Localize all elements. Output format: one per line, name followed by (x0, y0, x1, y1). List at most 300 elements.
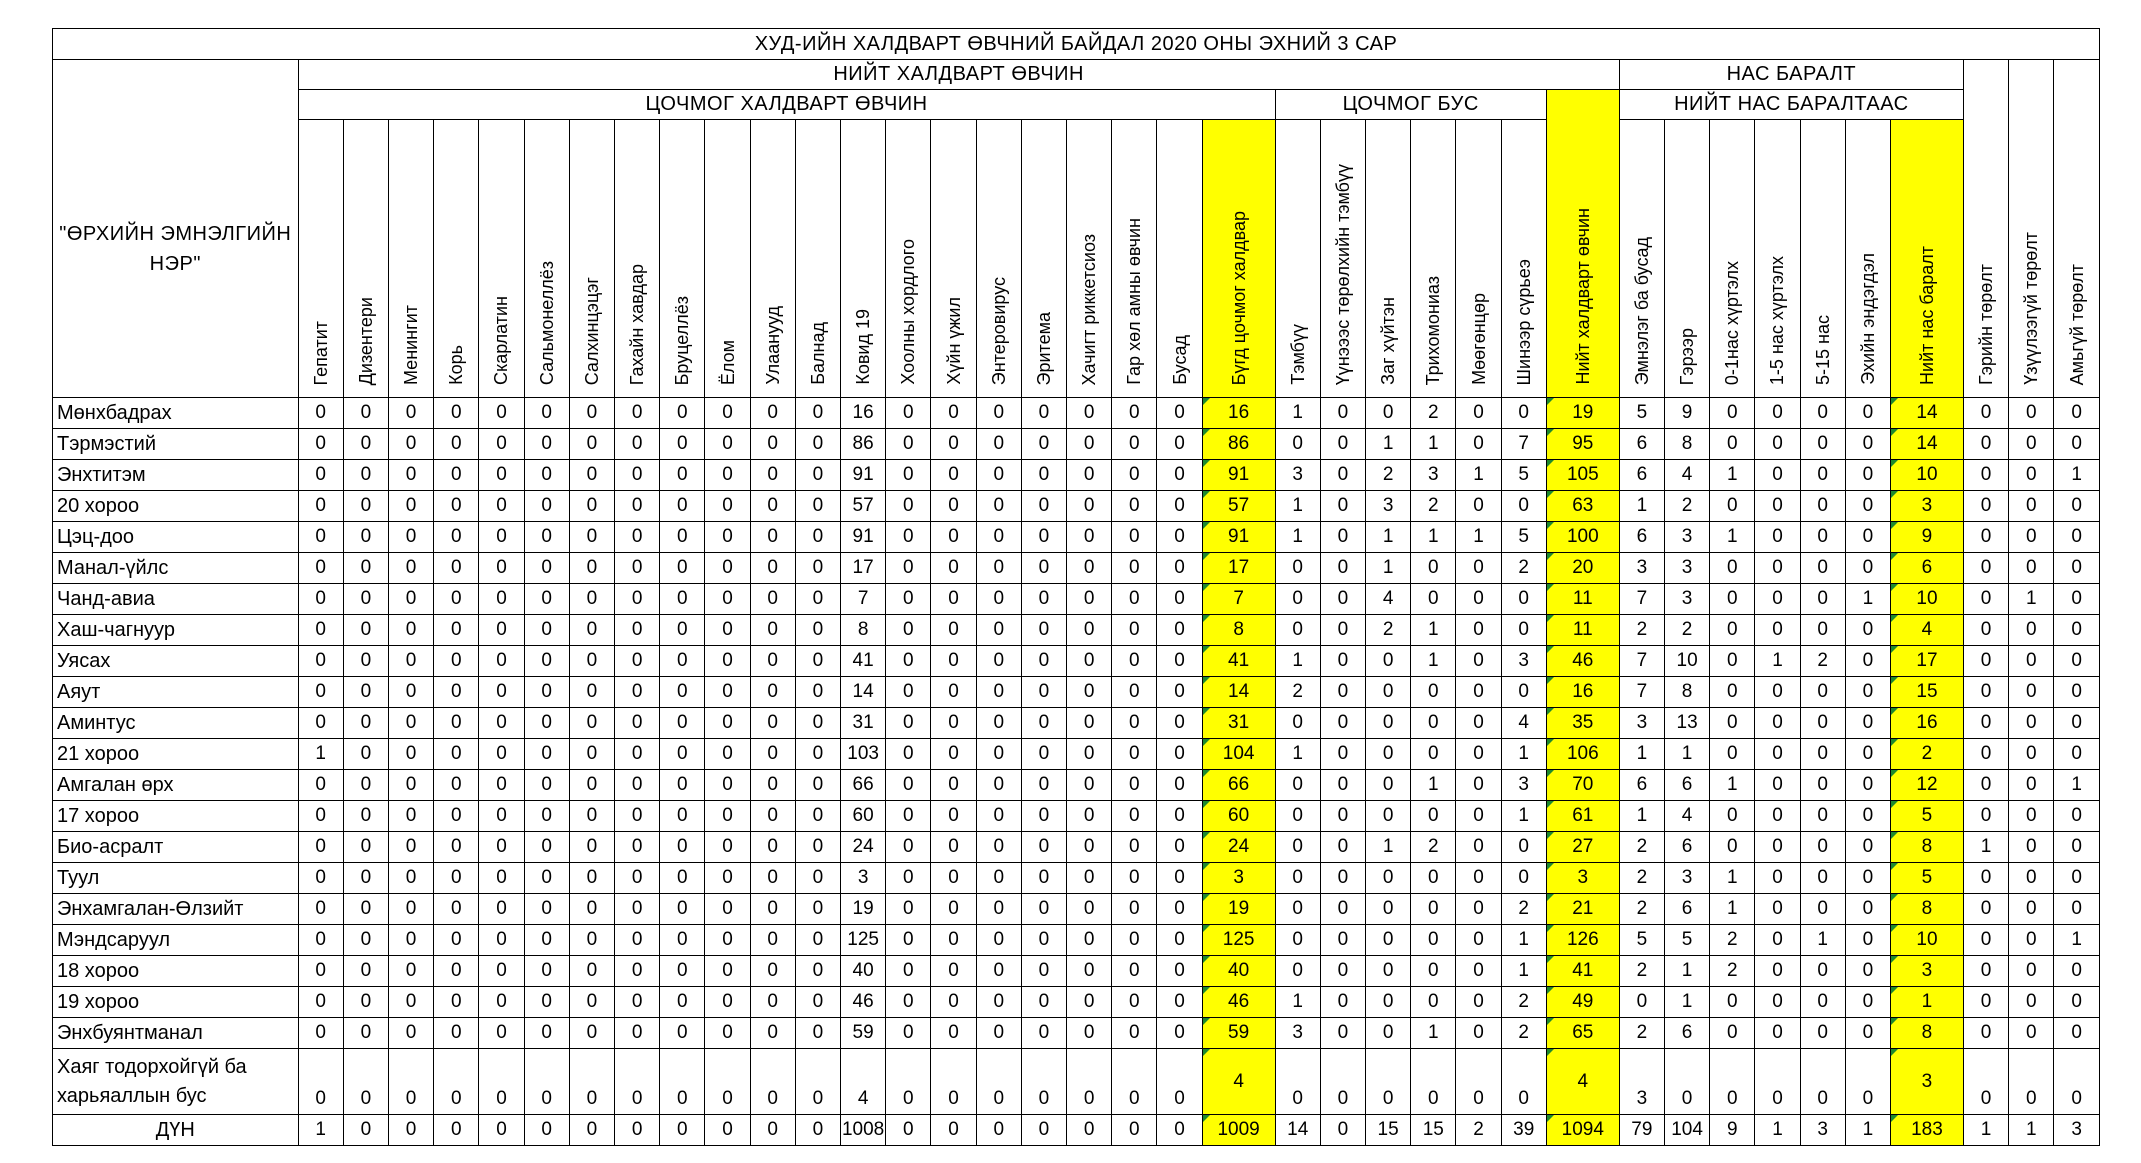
table-cell: 0 (1067, 553, 1112, 584)
table-cell: 0 (1755, 553, 1800, 584)
table-cell: 0 (1067, 1049, 1112, 1115)
table-cell: 0 (1755, 801, 1800, 832)
table-cell: 0 (931, 553, 976, 584)
table-cell: 0 (1411, 553, 1456, 584)
table-cell: 0 (886, 832, 931, 863)
table-cell: 0 (1710, 615, 1755, 646)
table-cell: 0 (705, 522, 750, 553)
table-cell: 0 (931, 398, 976, 429)
facility-name: 19 хороо (53, 987, 299, 1018)
column-header (2054, 60, 2100, 398)
table-cell: 0 (1963, 1018, 2008, 1049)
table-cell: 104 (1202, 739, 1275, 770)
table-cell: 0 (1157, 398, 1202, 429)
table-cell: 1 (1366, 429, 1411, 460)
table-cell: 10 (1664, 646, 1709, 677)
table-cell: 0 (434, 894, 479, 925)
table-cell: 0 (1112, 708, 1157, 739)
table-cell: 0 (886, 987, 931, 1018)
group-acute: ЦОЧМОГ ХАЛДВАРТ ӨВЧИН (298, 90, 1275, 120)
table-cell: 0 (705, 398, 750, 429)
table-cell: 0 (1456, 987, 1501, 1018)
facility-name: Энхбуянтманал (53, 1018, 299, 1049)
table-cell: 0 (479, 460, 524, 491)
table-cell: 0 (1963, 925, 2008, 956)
table-cell: 0 (1963, 1049, 2008, 1115)
column-header-label: Бүгд цочмог халдвар (1228, 210, 1249, 385)
table-cell: 0 (886, 398, 931, 429)
table-cell: 0 (1755, 863, 1800, 894)
table-cell: 0 (388, 770, 433, 801)
table-cell: 4 (1664, 801, 1709, 832)
table-cell: 0 (1366, 863, 1411, 894)
table-cell: 0 (1021, 801, 1066, 832)
table-cell: 11 (1546, 615, 1619, 646)
table-cell: 3 (1501, 646, 1546, 677)
table-cell: 0 (660, 708, 705, 739)
table-cell: 0 (931, 801, 976, 832)
table-cell: 0 (1067, 863, 1112, 894)
table-cell: 0 (1456, 429, 1501, 460)
table-cell: 1 (298, 1115, 343, 1146)
table-cell: 3 (1664, 553, 1709, 584)
table-cell: 0 (615, 460, 660, 491)
table-cell: 0 (1755, 429, 1800, 460)
table-cell: 0 (2054, 832, 2100, 863)
table-cell: 0 (795, 646, 840, 677)
table-row (53, 1018, 2100, 1049)
table-cell: 95 (1546, 429, 1619, 460)
column-header-label: Улаанууд (762, 306, 783, 385)
table-cell: 0 (2009, 646, 2054, 677)
facility-name: Хаяг тодорхойгүй ба харьяаллын бус (53, 1049, 299, 1115)
table-cell: 86 (841, 429, 886, 460)
table-row (53, 460, 2100, 491)
table-cell: 0 (1456, 553, 1501, 584)
table-cell: 0 (388, 925, 433, 956)
table-cell: 1 (1366, 522, 1411, 553)
table-cell: 4 (1546, 1049, 1619, 1115)
column-header-label: Ёлом (717, 339, 738, 385)
table-cell: 0 (1320, 553, 1365, 584)
column-header (479, 120, 524, 398)
table-cell: 0 (524, 770, 569, 801)
table-cell: 125 (1202, 925, 1275, 956)
table-row (53, 584, 2100, 615)
table-cell: 0 (1710, 677, 1755, 708)
table-cell: 0 (976, 460, 1021, 491)
table-cell: 1 (1664, 956, 1709, 987)
table-cell: 0 (1456, 832, 1501, 863)
table-cell: 0 (1800, 491, 1845, 522)
table-cell: 19 (1546, 398, 1619, 429)
table-cell: 40 (1202, 956, 1275, 987)
table-cell: 0 (1067, 460, 1112, 491)
table-cell: 2 (1366, 615, 1411, 646)
table-cell: 0 (388, 863, 433, 894)
table-cell: 0 (931, 1018, 976, 1049)
table-cell: 39 (1501, 1115, 1546, 1146)
table-cell: 7 (1202, 584, 1275, 615)
table-cell: 0 (976, 987, 1021, 1018)
table-cell: 100 (1546, 522, 1619, 553)
table-cell: 103 (841, 739, 886, 770)
table-cell: 1 (2054, 770, 2100, 801)
table-cell: 0 (1619, 987, 1664, 1018)
table-cell: 0 (886, 460, 931, 491)
table-cell: 57 (841, 491, 886, 522)
table-cell: 0 (569, 956, 614, 987)
table-cell: 0 (1157, 646, 1202, 677)
table-cell: 0 (750, 429, 795, 460)
table-cell: 86 (1202, 429, 1275, 460)
table-cell: 0 (1021, 708, 1066, 739)
table-cell: 0 (2009, 925, 2054, 956)
column-header-label: Үзүүлээгүй төрөлт (2021, 232, 2042, 385)
table-cell: 0 (2054, 708, 2100, 739)
table-cell: 0 (298, 584, 343, 615)
table-cell: 0 (1456, 925, 1501, 956)
table-cell: 0 (1845, 646, 1890, 677)
table-cell: 0 (1963, 801, 2008, 832)
column-header (1157, 120, 1202, 398)
spreadsheet (52, 28, 2100, 1146)
table-cell: 0 (931, 584, 976, 615)
table-cell: 0 (1845, 460, 1890, 491)
table-cell: 0 (1411, 1049, 1456, 1115)
table-cell: 0 (479, 987, 524, 1018)
table-cell: 2 (1664, 615, 1709, 646)
table-cell: 0 (2009, 1049, 2054, 1115)
column-header (1963, 60, 2008, 398)
table-cell: 0 (1112, 1049, 1157, 1115)
table-cell: 15 (1890, 677, 1963, 708)
table-cell: 0 (1456, 1049, 1501, 1115)
table-cell: 0 (298, 677, 343, 708)
table-cell: 0 (1963, 460, 2008, 491)
table-cell: 0 (1501, 832, 1546, 863)
table-cell: 1 (1664, 739, 1709, 770)
column-header (343, 120, 388, 398)
table-cell: 3 (1619, 553, 1664, 584)
table-cell: 0 (1845, 429, 1890, 460)
facility-name: 21 хороо (53, 739, 299, 770)
table-cell: 0 (1366, 925, 1411, 956)
table-cell: 0 (660, 646, 705, 677)
table-cell: 91 (841, 460, 886, 491)
table-cell: 57 (1202, 491, 1275, 522)
table-cell: 0 (1963, 429, 2008, 460)
table-cell: 0 (2054, 646, 2100, 677)
table-cell: 0 (976, 739, 1021, 770)
table-cell: 0 (615, 522, 660, 553)
column-header-label: 0-1нас хүртэлх (1722, 260, 1743, 385)
table-cell: 0 (976, 646, 1021, 677)
table-cell: 0 (569, 553, 614, 584)
column-header (1710, 120, 1755, 398)
table-cell: 66 (841, 770, 886, 801)
table-cell: 0 (434, 863, 479, 894)
table-cell: 0 (524, 522, 569, 553)
table-cell: 0 (2009, 956, 2054, 987)
table-cell: 0 (1366, 801, 1411, 832)
table-cell: 0 (795, 863, 840, 894)
table-cell: 0 (479, 956, 524, 987)
facility-name: Туул (53, 863, 299, 894)
table-cell: 0 (1845, 522, 1890, 553)
column-header-label: Ковид 19 (853, 309, 874, 385)
table-cell: 0 (750, 708, 795, 739)
table-cell: 0 (1157, 894, 1202, 925)
table-cell: 5 (1664, 925, 1709, 956)
table-cell: 6 (1619, 429, 1664, 460)
table-cell: 0 (2009, 708, 2054, 739)
table-cell: 0 (660, 429, 705, 460)
table-cell: 0 (1067, 522, 1112, 553)
table-row (53, 956, 2100, 987)
table-cell: 0 (1366, 398, 1411, 429)
table-cell: 15 (1411, 1115, 1456, 1146)
table-cell: 0 (1157, 522, 1202, 553)
facility-name: ДҮН (53, 1115, 299, 1146)
table-cell: 0 (434, 708, 479, 739)
column-header-label: Заг хүйтэн (1378, 297, 1399, 385)
table-cell: 1 (1275, 739, 1320, 770)
table-cell: 0 (1755, 677, 1800, 708)
table-cell: 0 (1411, 801, 1456, 832)
table-cell: 2 (1619, 894, 1664, 925)
table-cell: 14 (1890, 429, 1963, 460)
table-cell: 0 (479, 708, 524, 739)
table-cell: 0 (1845, 491, 1890, 522)
table-cell: 0 (2054, 615, 2100, 646)
table-cell: 0 (750, 894, 795, 925)
table-cell: 0 (1755, 584, 1800, 615)
table-cell: 0 (434, 553, 479, 584)
facility-name: Био-асралт (53, 832, 299, 863)
table-cell: 3 (1890, 956, 1963, 987)
table-cell: 0 (343, 801, 388, 832)
column-header-label: 1-5 нас хүртэлх (1767, 255, 1788, 385)
corner-label: "ӨРХИЙН ЭМНЭЛГИЙН НЭР" (53, 60, 299, 398)
table-cell: 0 (660, 894, 705, 925)
table-cell: 3 (1202, 863, 1275, 894)
table-cell: 0 (660, 1049, 705, 1115)
table-cell: 1 (298, 739, 343, 770)
table-cell: 0 (886, 553, 931, 584)
table-cell: 0 (705, 491, 750, 522)
table-cell: 0 (1157, 615, 1202, 646)
table-cell: 0 (524, 491, 569, 522)
table-cell: 0 (1320, 1018, 1365, 1049)
table-cell: 1 (1890, 987, 1963, 1018)
table-cell: 0 (795, 491, 840, 522)
table-cell: 0 (1275, 1049, 1320, 1115)
column-header-label: Бруцеллёз (672, 295, 693, 385)
table-cell: 0 (976, 398, 1021, 429)
table-cell: 0 (886, 584, 931, 615)
column-header-label: Салхинцэцэг (581, 276, 602, 385)
table-cell: 0 (1067, 770, 1112, 801)
table-cell: 0 (1112, 770, 1157, 801)
total-row (53, 1115, 2100, 1146)
table-cell: 0 (705, 615, 750, 646)
title-row (53, 29, 2100, 60)
table-cell: 0 (2009, 863, 2054, 894)
table-cell: 0 (1710, 1018, 1755, 1049)
group-of-total-mortality: НИЙТ НАС БАРАЛТААС (1619, 90, 1963, 120)
table-cell: 0 (2009, 398, 2054, 429)
table-cell: 0 (434, 491, 479, 522)
table-cell: 0 (931, 522, 976, 553)
table-cell: 0 (569, 894, 614, 925)
table-cell: 0 (615, 739, 660, 770)
table-cell: 0 (1067, 832, 1112, 863)
infectious-disease-table (52, 28, 2100, 1146)
table-cell: 0 (976, 615, 1021, 646)
table-cell: 0 (660, 956, 705, 987)
table-cell: 0 (931, 1115, 976, 1146)
table-cell: 0 (750, 553, 795, 584)
table-cell: 0 (931, 863, 976, 894)
table-cell: 0 (343, 863, 388, 894)
table-cell: 0 (343, 491, 388, 522)
table-cell: 17 (841, 553, 886, 584)
table-cell: 0 (1021, 615, 1066, 646)
table-cell: 0 (388, 739, 433, 770)
table-cell: 2 (1501, 1018, 1546, 1049)
table-cell: 0 (298, 863, 343, 894)
column-header (434, 120, 479, 398)
table-cell: 91 (1202, 460, 1275, 491)
table-cell: 0 (1456, 398, 1501, 429)
table-cell: 0 (2009, 739, 2054, 770)
table-cell: 0 (705, 1018, 750, 1049)
table-cell: 1 (1275, 398, 1320, 429)
column-header (750, 120, 795, 398)
table-cell: 0 (886, 894, 931, 925)
table-cell: 0 (1320, 832, 1365, 863)
table-cell: 0 (524, 646, 569, 677)
table-cell: 0 (1456, 646, 1501, 677)
table-cell: 0 (343, 677, 388, 708)
table-cell: 0 (1021, 398, 1066, 429)
table-cell: 2 (1411, 398, 1456, 429)
table-cell: 3 (1890, 491, 1963, 522)
table-cell: 6 (1664, 1018, 1709, 1049)
table-cell: 0 (795, 1018, 840, 1049)
table-cell: 16 (1890, 708, 1963, 739)
table-cell: 0 (1963, 739, 2008, 770)
table-cell: 0 (434, 801, 479, 832)
table-cell: 0 (1275, 863, 1320, 894)
table-cell: 14 (841, 677, 886, 708)
table-cell: 0 (1157, 956, 1202, 987)
table-cell: 4 (1664, 460, 1709, 491)
table-cell: 0 (976, 1018, 1021, 1049)
table-cell: 0 (2009, 522, 2054, 553)
table-cell: 0 (1456, 739, 1501, 770)
table-cell: 0 (1963, 987, 2008, 1018)
column-header (1800, 120, 1845, 398)
table-cell: 0 (1963, 956, 2008, 987)
table-cell: 0 (569, 832, 614, 863)
table-cell: 0 (886, 1018, 931, 1049)
table-cell: 0 (1067, 646, 1112, 677)
table-cell: 0 (1710, 739, 1755, 770)
table-cell: 0 (343, 1049, 388, 1115)
column-header (931, 120, 976, 398)
table-cell: 0 (2054, 491, 2100, 522)
column-header-label: Гэрээр (1677, 327, 1698, 385)
column-header-label: Дизентери (355, 296, 376, 385)
table-cell: 0 (2054, 801, 2100, 832)
table-cell: 60 (841, 801, 886, 832)
table-cell: 0 (1755, 770, 1800, 801)
table-cell: 0 (524, 429, 569, 460)
table-cell: 0 (660, 460, 705, 491)
table-cell: 24 (1202, 832, 1275, 863)
table-cell: 0 (343, 832, 388, 863)
table-cell: 0 (524, 1049, 569, 1115)
table-cell: 0 (1320, 677, 1365, 708)
table-cell: 1 (1619, 739, 1664, 770)
table-row (53, 739, 2100, 770)
table-cell: 0 (795, 615, 840, 646)
table-cell: 0 (298, 987, 343, 1018)
table-cell: 0 (1021, 553, 1066, 584)
table-cell: 1 (1366, 553, 1411, 584)
table-cell: 0 (886, 491, 931, 522)
table-cell: 0 (343, 739, 388, 770)
table-cell: 8 (1202, 615, 1275, 646)
table-cell: 0 (1501, 398, 1546, 429)
column-header-label: Эхийн эндэгдэл (1857, 253, 1878, 385)
table-cell: 0 (1275, 553, 1320, 584)
table-cell: 3 (1890, 1049, 1963, 1115)
table-cell: 0 (434, 460, 479, 491)
table-cell: 0 (795, 553, 840, 584)
table-cell: 0 (1275, 770, 1320, 801)
table-cell: 0 (615, 677, 660, 708)
table-cell: 0 (931, 646, 976, 677)
table-cell: 0 (1021, 739, 1066, 770)
table-cell: 0 (1710, 1049, 1755, 1115)
table-cell: 0 (1845, 739, 1890, 770)
table-cell: 0 (1800, 708, 1845, 739)
table-cell: 4 (1202, 1049, 1275, 1115)
table-cell: 0 (1755, 398, 1800, 429)
table-cell: 0 (976, 429, 1021, 460)
table-cell: 7 (1619, 646, 1664, 677)
table-cell: 0 (886, 925, 931, 956)
table-cell: 10 (1890, 460, 1963, 491)
table-cell: 0 (795, 801, 840, 832)
table-cell: 0 (2054, 1018, 2100, 1049)
table-cell: 0 (931, 708, 976, 739)
table-cell: 31 (841, 708, 886, 739)
column-header (1411, 120, 1456, 398)
table-cell: 3 (1366, 491, 1411, 522)
table-cell: 0 (1320, 460, 1365, 491)
table-cell: 0 (1067, 708, 1112, 739)
table-cell: 1 (1411, 770, 1456, 801)
table-cell: 0 (569, 708, 614, 739)
table-cell: 91 (1202, 522, 1275, 553)
table-cell: 0 (569, 1049, 614, 1115)
table-cell: 0 (1320, 956, 1365, 987)
table-cell: 0 (660, 491, 705, 522)
